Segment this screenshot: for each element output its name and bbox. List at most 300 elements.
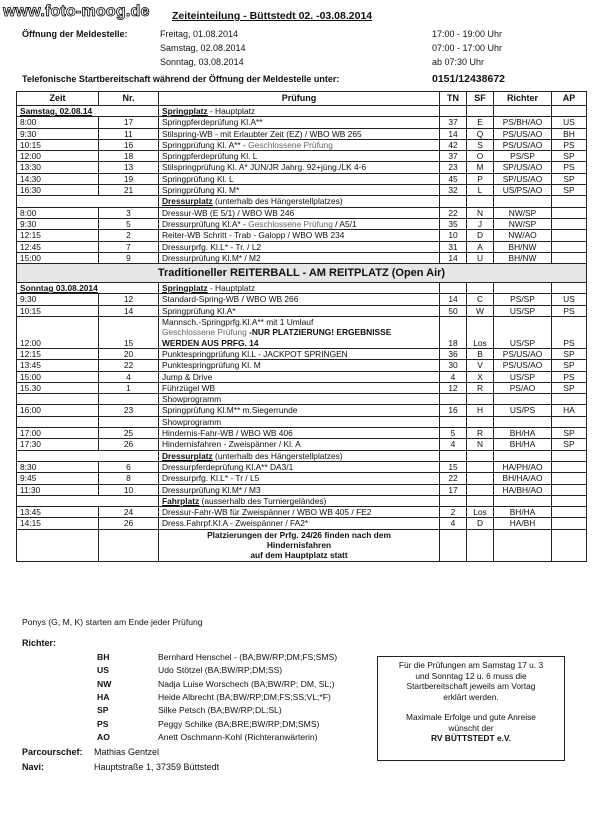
row-pruefung: Springprüfung Kl.M** m.Siegerrunde: [159, 405, 440, 416]
row-richter: PS/US/AO: [494, 360, 552, 371]
placement-note: [159, 529, 440, 561]
col-ap: AP: [552, 92, 587, 106]
empty-cell: [552, 196, 587, 207]
empty-cell: [552, 106, 587, 117]
row-pruefung: Jump & Drive: [159, 371, 440, 382]
empty-cell: [467, 495, 494, 506]
row-pruefung: Dressurpferdeprüfung Kl.A** DA3/1: [159, 461, 440, 472]
saturday-springplatz-rows: [17, 117, 587, 196]
col-tn: TN: [440, 92, 467, 106]
row-tn: 4: [440, 371, 467, 382]
phone-label: Telefonische Startbereitschaft während der Öffnung der Meldestelle unter:: [22, 74, 340, 84]
row-time: 9:30: [17, 294, 99, 305]
empty-cell: [494, 283, 552, 294]
row-time: 8:00: [17, 117, 99, 128]
row-tn: 12: [440, 382, 467, 393]
row-sf: N: [467, 439, 494, 450]
row-tn: 37: [440, 151, 467, 162]
row-sf: A: [467, 241, 494, 252]
table-row: [17, 241, 587, 252]
row-tn: 4: [440, 518, 467, 529]
notice-line: und Sonntag 12 u. 6 muss die: [415, 670, 527, 681]
row-ap: SP: [552, 185, 587, 196]
row-time: 16:30: [17, 185, 99, 196]
row-ap: PS: [552, 305, 587, 316]
placement-note-row: [17, 529, 587, 561]
office-time-3: ab 07:30 Uhr: [432, 57, 485, 67]
section-suffix: - Hauptplatz: [207, 106, 256, 116]
judges-label: Richter:: [22, 638, 57, 648]
row-nr: 15: [99, 317, 159, 349]
mannsch-closed: Geschlossene Prüfung: [162, 327, 247, 338]
office-label: Öffnung der Meldestelle:: [22, 29, 128, 39]
row-ap: SP: [552, 439, 587, 450]
row-ap: SP: [552, 151, 587, 162]
mannsch-line-1: Mannsch.-Springprfg.Kl.A** mit 1 Umlauf: [162, 317, 314, 328]
row-time: 13:45: [17, 507, 99, 518]
row-time: 13:30: [17, 162, 99, 173]
empty-cell: [467, 106, 494, 117]
row-nr: 9: [99, 252, 159, 263]
row-nr: 4: [99, 371, 159, 382]
table-row: [17, 252, 587, 263]
table-row: [17, 305, 587, 316]
row-pruefung: Dressurprüfung Kl.M* / M2: [159, 252, 440, 263]
row-tn: 32: [440, 185, 467, 196]
row-time: 8:00: [17, 207, 99, 218]
sunday-fahrplatz-rows: [17, 507, 587, 530]
row-nr: 16: [99, 139, 159, 150]
placement-line-1: Platzierungen der Prfg. 24/26 finden nach dem: [207, 529, 391, 540]
judge-code: BH: [97, 652, 110, 662]
empty-cell: [467, 450, 494, 461]
row-pruefung: Stilspringprüfung Kl. A* JUN/JR Jahrg. 92+jüng./LK 4-6: [159, 162, 440, 173]
section-row: [17, 283, 587, 294]
row-richter: HA/BH: [494, 518, 552, 529]
saturday-dressurplatz-rows: [17, 207, 587, 263]
row-sf: B: [467, 348, 494, 359]
row-time: 9:30: [17, 218, 99, 229]
row-richter: PS/US/AO: [494, 128, 552, 139]
empty-cell: [552, 450, 587, 461]
table-row: [17, 473, 587, 484]
row-time: 9:45: [17, 473, 99, 484]
row-tn: 22: [440, 473, 467, 484]
row-nr: 21: [99, 185, 159, 196]
row-nr: 24: [99, 507, 159, 518]
notice-line: Maximale Erfolge und gute Anreise: [406, 712, 536, 722]
row-pruefung: [159, 218, 440, 229]
empty-cell: [467, 283, 494, 294]
table-row: [17, 348, 587, 359]
row-sf: P: [467, 173, 494, 184]
row-tn: 35: [440, 218, 467, 229]
section-name: Springplatz: [162, 283, 208, 294]
table-row: [17, 371, 587, 382]
section-row: [17, 450, 587, 461]
closed-note: Geschlossene Prüfung: [248, 139, 333, 150]
table-row: [17, 207, 587, 218]
row-sf: R: [467, 428, 494, 439]
notice-line: wünscht der: [448, 722, 494, 733]
reiterball-label: Traditioneller REITERBALL - AM REITPLATZ (Open Air): [17, 264, 587, 283]
row-ap: [552, 252, 587, 263]
row-ap: SP: [552, 173, 587, 184]
row-nr: 5: [99, 218, 159, 229]
reiterball-row: [17, 264, 587, 283]
table-row: [17, 117, 587, 128]
row-tn: 4: [440, 439, 467, 450]
row-sf: J: [467, 218, 494, 229]
row-nr: 10: [99, 484, 159, 495]
mannsch-line-2: [162, 327, 436, 337]
judge-code: SP: [97, 705, 109, 716]
mannsch-line-3: WERDEN AUS PRFG. 14: [162, 337, 259, 348]
row-richter: SP/US/AO: [494, 173, 552, 184]
row-time: 17:00: [17, 428, 99, 439]
row-ap: PS: [552, 371, 587, 382]
row-richter: US/PS/AO: [494, 185, 552, 196]
judge-name: Udo Stötzel (BA;BW/RP;DM;SS): [158, 665, 283, 676]
row-nr: 23: [99, 405, 159, 416]
row-tn: 31: [440, 241, 467, 252]
row-time: 12:00: [17, 151, 99, 162]
row-sf: W: [467, 305, 494, 316]
empty-cell: [552, 495, 587, 506]
section-label: [159, 106, 440, 117]
table-header: [17, 92, 587, 106]
row-sf: C: [467, 294, 494, 305]
row-time: 12:45: [17, 241, 99, 252]
row-richter: US/SP: [494, 371, 552, 382]
row-pruefung: Springpferdeprüfung Kl.A**: [159, 117, 440, 128]
row-pruefung: Dressurprfg. Kl.L* - Tr / L5: [159, 473, 440, 484]
row-sf: D: [467, 518, 494, 529]
row-pruefung: [159, 317, 440, 349]
row-richter: HA/BH/AO: [494, 484, 552, 495]
row-time: 15:00: [17, 252, 99, 263]
row-time: 11:30: [17, 484, 99, 495]
section-name: Dressurplatz: [162, 196, 213, 207]
placement-line-2: Hindernisfahren: [266, 539, 332, 550]
table-row: [17, 382, 587, 393]
row-ap: [552, 518, 587, 529]
row-time: 15.30: [17, 382, 99, 393]
table-row: [17, 162, 587, 173]
row-nr: 26: [99, 518, 159, 529]
row-time: 14:15: [17, 518, 99, 529]
day-label: Samstag, 02.08.14: [17, 106, 159, 117]
row-sf: Q: [467, 128, 494, 139]
pruefung-text: Dressurprüfung Kl.A* -: [162, 218, 249, 229]
row-richter: US/SP: [494, 305, 552, 316]
row-pruefung: Springprüfung Kl.A*: [159, 305, 440, 316]
empty-cell: [440, 106, 467, 117]
row-ap: SP: [552, 428, 587, 439]
row-pruefung: Dressurprüfung Kl.M* / M3: [159, 484, 440, 495]
row-pruefung: Dressur-WB (E 5/1) / WBO WB 246: [159, 207, 440, 218]
notice-line: erklärt werden.: [443, 691, 499, 702]
row-pruefung: Springprüfung Kl. L: [159, 173, 440, 184]
row-richter: US/PS: [494, 405, 552, 416]
notice-line: Für die Prüfungen am Samstag 17 u. 3: [398, 660, 544, 670]
row-pruefung: Hindernis-Fahr-WB / WBO WB 406: [159, 428, 440, 439]
row-sf: M: [467, 162, 494, 173]
row-tn: 30: [440, 360, 467, 371]
judge-name: Anett Oschmann-Kohl (Richteranwärterin): [158, 731, 318, 742]
show-row: [17, 394, 587, 405]
section-row: [17, 495, 587, 506]
row-ap: SP: [552, 382, 587, 393]
table-row: [17, 173, 587, 184]
row-nr: 8: [99, 473, 159, 484]
notice-line: Startbereitschaft jeweils am Vortag: [406, 681, 536, 691]
row-nr: 6: [99, 461, 159, 472]
table-row: [17, 507, 587, 518]
row-ap: PS: [552, 162, 587, 173]
row-time: 17:30: [17, 439, 99, 450]
office-time-2: 07:00 - 17:00 Uhr: [432, 43, 503, 53]
pruefung-text: / A5/1: [332, 218, 357, 229]
row-time: 15:00: [17, 371, 99, 382]
row-ap: [552, 461, 587, 472]
judge-code: NW: [97, 678, 112, 689]
empty-cell: [494, 106, 552, 117]
col-zeit: Zeit: [17, 92, 99, 106]
row-ap: HA: [552, 405, 587, 416]
office-day-2: Samstag, 02.08.2014: [160, 43, 246, 53]
row-pruefung: Stilspring-WB - mit Erlaubter Zeit (EZ) / WBO WB 265: [159, 128, 440, 139]
row-richter: PS/SP: [494, 294, 552, 305]
row-sf: [467, 461, 494, 472]
row-pruefung: Springpferdeprüfung Kl. L: [159, 151, 440, 162]
empty-cell: [552, 283, 587, 294]
page-title: Zeiteinteilung - Büttstedt 02. -03.08.2014: [172, 10, 373, 22]
row-ap: [552, 484, 587, 495]
judge-code: US: [97, 665, 109, 676]
show-label: Showprogramm: [159, 416, 440, 427]
row-ap: PS: [552, 317, 587, 349]
row-sf: R: [467, 382, 494, 393]
show-label: Showprogramm: [159, 394, 440, 405]
empty-cell: [440, 450, 467, 461]
row-tn: 45: [440, 173, 467, 184]
row-nr: 7: [99, 241, 159, 252]
row-tn: 23: [440, 162, 467, 173]
row-sf: Los: [467, 507, 494, 518]
row-richter: BH/NW: [494, 241, 552, 252]
sunday-springplatz-rows-2: [17, 348, 587, 393]
table-row: [17, 461, 587, 472]
row-sf: V: [467, 360, 494, 371]
closed-note: Geschlossene Prüfung: [248, 218, 333, 229]
row-ap: US: [552, 117, 587, 128]
section-suffix: (ausserhalb des Turniergeländes): [199, 495, 327, 506]
sunday-springplatz-rows: [17, 294, 587, 317]
table-row: [17, 428, 587, 439]
row-tn: 15: [440, 461, 467, 472]
table-row: [17, 230, 587, 241]
row-nr: 14: [99, 305, 159, 316]
section-name: Dressurplatz: [162, 450, 213, 461]
row-pruefung: Punktespringprüfung Kl. M: [159, 360, 440, 371]
section-row: [17, 196, 587, 207]
row-tn: 18: [440, 317, 467, 349]
row-nr: 25: [99, 428, 159, 439]
day-label: [17, 196, 159, 207]
judge-name: Heide Albrecht (BA;BW/RP;DM;FS;SS;VL;*F): [158, 691, 331, 702]
row-nr: 19: [99, 173, 159, 184]
section-name: Fahrplatz: [162, 495, 200, 506]
col-sf: SF: [467, 92, 494, 106]
row-sf: [467, 484, 494, 495]
row-pruefung: Dressurprfg. Kl.L* - Tr. / L2: [159, 241, 440, 252]
table-row: [17, 405, 587, 416]
table-row: [17, 439, 587, 450]
row-nr: 12: [99, 294, 159, 305]
sunday-dressurplatz-rows: [17, 461, 587, 495]
parcours-label: Parcourschef:: [22, 747, 83, 757]
row-pruefung: Dressur-Fahr-WB für Zweispänner / WBO WB 405 / FE2: [159, 507, 440, 518]
table-row: [17, 360, 587, 371]
row-nr: 11: [99, 128, 159, 139]
judge-name: Nadja Luise Worschech (BA;BW/RP; DM, SL;): [158, 678, 335, 689]
row-tn: 2: [440, 507, 467, 518]
row-nr: 18: [99, 151, 159, 162]
row-time: 10:15: [17, 139, 99, 150]
row-richter: BH/HA: [494, 439, 552, 450]
row-richter: BH/HA: [494, 507, 552, 518]
notice-line: RV BÜTTSTEDT e.V.: [430, 733, 512, 743]
row-tn: 37: [440, 117, 467, 128]
row-time: 8:30: [17, 461, 99, 472]
ponys-note: Ponys (G, M, K) starten am Ende jeder Prüfung: [22, 617, 203, 627]
day-label: [17, 450, 159, 461]
show-row: [17, 416, 587, 427]
parcours-value: Mathias Gentzel: [94, 747, 160, 757]
row-sf: Los: [467, 317, 494, 349]
table-row: [17, 185, 587, 196]
col-pruefung: Prüfung: [159, 92, 440, 106]
row-richter: SP/US/AO: [494, 162, 552, 173]
empty-cell: [467, 196, 494, 207]
empty-cell: [494, 196, 552, 207]
section-label: [159, 450, 440, 461]
empty-cell: [494, 450, 552, 461]
col-nr: Nr.: [99, 92, 159, 106]
row-nr: 13: [99, 162, 159, 173]
row-pruefung: Reiter-WB Schritt - Trab - Galopp / WBO WB 234: [159, 230, 440, 241]
row-sf: O: [467, 151, 494, 162]
row-tn: 50: [440, 305, 467, 316]
row-tn: 14: [440, 128, 467, 139]
table-row: [17, 139, 587, 150]
row-time: 10:15: [17, 305, 99, 316]
row-tn: 16: [440, 405, 467, 416]
row-sf: X: [467, 371, 494, 382]
row-time: 9:30: [17, 128, 99, 139]
navi-value: Hauptstraße 1, 37359 Büttstedt: [94, 762, 220, 772]
row-sf: E: [467, 117, 494, 128]
row-richter: PS/US/AO: [494, 348, 552, 359]
judge-name: Peggy Schilke (BA;BRE;BW/RP;DM;SMS): [158, 718, 320, 729]
phone-number: 0151/12438672: [432, 73, 505, 85]
row-richter: BH/NW: [494, 252, 552, 263]
row-ap: [552, 473, 587, 484]
row-richter: PS/US/AO: [494, 139, 552, 150]
notice-line: [378, 702, 564, 712]
row-ap: [552, 207, 587, 218]
row-sf: D: [467, 230, 494, 241]
row-nr: 20: [99, 348, 159, 359]
empty-cell: [440, 283, 467, 294]
section-label: [159, 283, 440, 294]
row-tn: 5: [440, 428, 467, 439]
table-row: [17, 294, 587, 305]
notice-box: [377, 656, 565, 761]
section-row: [17, 106, 587, 117]
row-pruefung: [159, 139, 440, 150]
table-row: [17, 151, 587, 162]
row-sf: N: [467, 207, 494, 218]
row-richter: HA/PH/AO: [494, 461, 552, 472]
section-suffix: (unterhalb des Hängerstellplatzes): [212, 450, 343, 461]
row-sf: U: [467, 252, 494, 263]
row-pruefung: Führzügel WB: [159, 382, 440, 393]
row-ap: US: [552, 294, 587, 305]
row-time: 12:15: [17, 348, 99, 359]
row-pruefung: Dress.Fahrpf.Kl.A - Zweispänner / FA2*: [159, 518, 440, 529]
row-richter: NW/SP: [494, 218, 552, 229]
row-pruefung: Standard-Spring-WB / WBO WB 266: [159, 294, 440, 305]
row-time: 12:15: [17, 230, 99, 241]
table-row: [17, 484, 587, 495]
row-ap: SP: [552, 360, 587, 371]
row-pruefung: Hindernisfahren - Zweispänner / Kl. A: [159, 439, 440, 450]
row-tn: 10: [440, 230, 467, 241]
row-ap: BH: [552, 128, 587, 139]
row-time: 13:45: [17, 360, 99, 371]
row-ap: SP: [552, 348, 587, 359]
office-day-3: Sonntag, 03.08.2014: [160, 57, 244, 67]
row-tn: 14: [440, 294, 467, 305]
row-richter: NW/SP: [494, 207, 552, 218]
row-tn: 22: [440, 207, 467, 218]
empty-cell: [440, 196, 467, 207]
section-label: [159, 196, 440, 207]
row-ap: [552, 230, 587, 241]
row-sf: S: [467, 139, 494, 150]
row-ap: [552, 241, 587, 252]
row-time: 16:00: [17, 405, 99, 416]
table-row: [17, 317, 587, 349]
row-richter: BH/HA: [494, 428, 552, 439]
judge-code: PS: [97, 718, 109, 729]
row-tn: 36: [440, 348, 467, 359]
row-sf: L: [467, 185, 494, 196]
mannsch-note: -NUR PLATZIERUNG! ERGEBNISSE: [246, 327, 392, 338]
row-ap: [552, 218, 587, 229]
pruefung-text: Springprüfung Kl. A** -: [162, 139, 249, 150]
section-suffix: - Hauptplatz: [207, 283, 256, 294]
table-row: [17, 128, 587, 139]
table-row: [17, 218, 587, 229]
judge-name: Silke Petsch (BA;BW/RP;DL;SL): [158, 705, 282, 716]
row-richter: BH/HA/AO: [494, 473, 552, 484]
section-label: [159, 495, 440, 506]
row-richter: NW/AO: [494, 230, 552, 241]
col-richter: Richter: [494, 92, 552, 106]
